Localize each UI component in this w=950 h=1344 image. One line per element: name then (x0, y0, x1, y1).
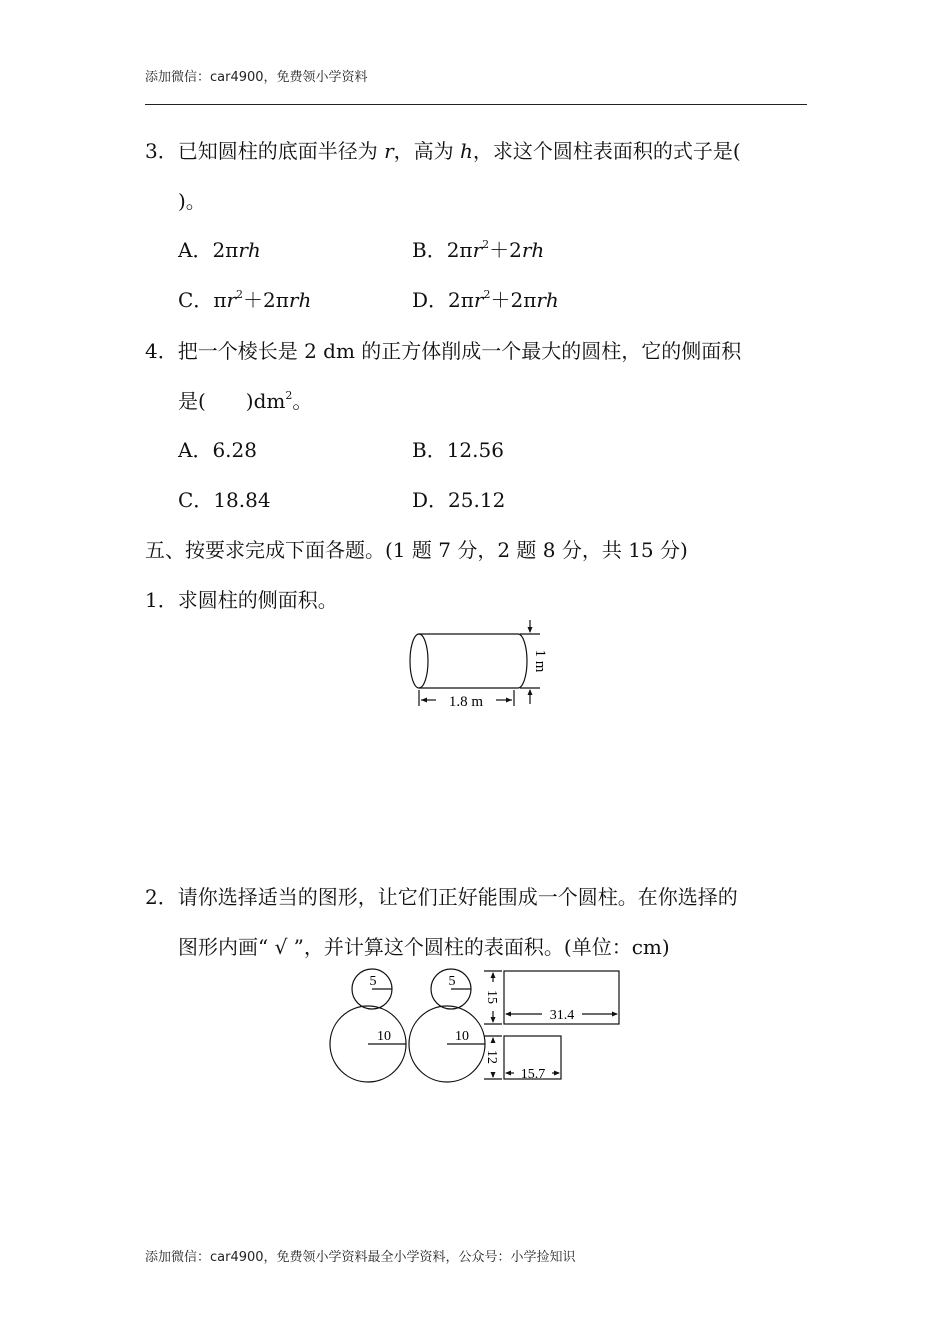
option-label: D． (412, 488, 449, 512)
arrow-head (491, 1017, 496, 1023)
page-footer: 添加微信：car4900，免费领小学资料最全小学资料，公众号：小学捡知识 (145, 1250, 576, 1265)
option-label: B． (412, 438, 447, 462)
option-3b[interactable] (412, 238, 544, 262)
option-text: ＋2 (489, 238, 522, 262)
arrow-head (528, 689, 533, 695)
option-text: ＋2π (490, 288, 537, 312)
option-3d[interactable] (412, 288, 559, 312)
option-label: C． (178, 488, 214, 512)
page-header: 添加微信：car4900，免费领小学资料 (145, 70, 368, 85)
unit-exponent: 2 (285, 389, 293, 402)
question-text: 把一个棱长是 2 dm 的正方体削成一个最大的圆柱，它的侧面积 (177, 339, 742, 363)
option-label: A． (178, 238, 213, 262)
diameter-label: 1 m (532, 649, 548, 673)
option-value: 25.12 (448, 488, 506, 512)
arrow-head (505, 1071, 511, 1076)
option-4d[interactable] (412, 488, 505, 512)
option-value: 12.56 (446, 438, 504, 462)
arrow-head (554, 1071, 560, 1076)
option-exponent: 2 (236, 288, 244, 301)
cylinder-figure (400, 620, 560, 715)
problem-number: 1． (145, 588, 178, 612)
arrow-head (612, 1012, 618, 1017)
question-4-continuation (178, 389, 312, 413)
option-text: 2π (446, 238, 473, 262)
problem-2-continuation: 图形内画“ √ ”，并计算这个圆柱的表面积。(单位：cm) (178, 935, 670, 959)
small-radius-label: 5 (448, 974, 456, 989)
option-value: 6.28 (212, 438, 257, 462)
question-3-continuation: )。 (178, 189, 206, 213)
small-radius-label: 5 (369, 974, 377, 989)
arrow-head (421, 698, 427, 703)
arrow-head (491, 972, 496, 978)
net-shapes-figure (320, 962, 630, 1086)
big-radius-label: 10 (455, 1029, 469, 1044)
rect1-height-label: 15 (484, 990, 499, 1004)
option-4a[interactable] (178, 438, 257, 462)
problem-text: 请你选择适当的图形，让它们正好能围成一个圆柱。在你选择的 (177, 885, 738, 909)
question-text: ，求这个圆柱表面积的式子是( (472, 139, 741, 163)
cylinder-left-base (410, 634, 428, 688)
variable-r: r (384, 139, 394, 163)
question-text: 是( )dm (178, 389, 286, 413)
option-variable: r (472, 238, 483, 262)
option-exponent: 2 (483, 288, 491, 301)
option-label: A． (178, 438, 213, 462)
question-text: 。 (292, 389, 313, 413)
option-text: π (213, 288, 227, 312)
option-exponent: 2 (482, 238, 490, 251)
section-title: 五、按要求完成下面各题。(1 题 7 分，2 题 8 分，共 15 分) (145, 538, 688, 562)
option-variable: rh (536, 288, 559, 312)
rect2-height-label: 12 (484, 1050, 499, 1064)
problem-2 (145, 885, 738, 909)
option-4c[interactable] (178, 488, 271, 512)
option-label: C． (178, 288, 214, 312)
problem-number: 2． (145, 885, 178, 909)
variable-h: h (460, 139, 473, 163)
length-label: 1.8 m (448, 694, 484, 710)
option-label: B． (412, 238, 447, 262)
question-number: 4． (145, 339, 178, 363)
question-4 (145, 339, 741, 363)
option-variable: rh (288, 288, 312, 312)
question-text: 已知圆柱的底面半径为 (177, 139, 385, 163)
arrow-head (491, 1072, 496, 1078)
option-4b[interactable] (412, 438, 504, 462)
option-variable: rh (238, 238, 261, 262)
option-text: 2π (448, 288, 474, 312)
arrow-head (491, 1037, 496, 1043)
option-label: D． (412, 288, 449, 312)
option-text: 2π (212, 238, 239, 262)
rect2-width-label: 15.7 (520, 1067, 546, 1082)
option-3c[interactable] (178, 288, 311, 312)
arrow-head (528, 627, 533, 633)
problem-1 (145, 588, 338, 612)
arrow-head (505, 1012, 511, 1017)
arrow-head (506, 698, 512, 703)
problem-text: 求圆柱的侧面积。 (177, 588, 338, 612)
option-variable: rh (521, 238, 545, 262)
header-divider (145, 104, 807, 105)
option-value: 18.84 (213, 488, 271, 512)
option-3a[interactable] (178, 238, 261, 262)
option-variable: r (473, 288, 484, 312)
question-3 (145, 139, 741, 163)
option-text: ＋2π (243, 288, 289, 312)
cylinder-right-base (518, 634, 527, 688)
option-variable: r (226, 288, 237, 312)
question-number: 3． (145, 139, 178, 163)
big-radius-label: 10 (377, 1029, 391, 1044)
question-text: ，高为 (393, 139, 461, 163)
rect1-width-label: 31.4 (549, 1008, 575, 1023)
